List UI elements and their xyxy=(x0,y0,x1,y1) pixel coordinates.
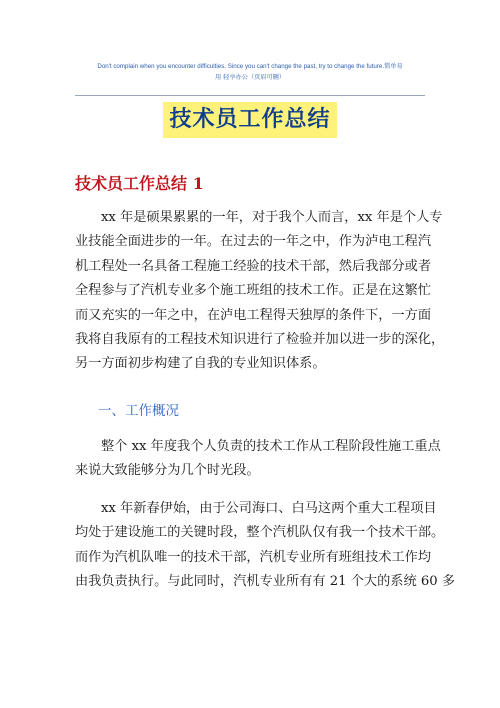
paragraph-line: 来说大致能够分为几个时光段。 xyxy=(75,463,260,479)
paragraph-1 xyxy=(75,206,445,377)
header-quote-en: Don't complain when you encounter difficulties. Since you can't change the past, try to change the future. xyxy=(97,63,385,70)
paragraph-line: 我将自我原有的工程技术知识进行了检验并加以进一步的深化， xyxy=(75,332,445,348)
paragraph-2 xyxy=(75,435,441,484)
paragraph-line: 而作为汽机队唯一的技术干部，汽机专业所有班组技术工作均 xyxy=(75,549,432,565)
paragraph-line: 全程参与了汽机专业多个施工班组的技术工作。正是在这繁忙 xyxy=(75,283,432,299)
page-header xyxy=(60,62,440,83)
document-title: 技术员工作总结 xyxy=(163,102,336,138)
paragraph-line: 整个 xx 年度我个人负责的技术工作从工程阶段性施工重点 xyxy=(101,439,441,454)
paragraph-line: 由我负责执行。与此同时，汽机专业所有有 21 个大的系统 60 多 xyxy=(75,574,456,590)
paragraph-line: 机工程处一名具备工程施工经验的技术干部，然后我部分或者 xyxy=(75,258,432,274)
header-quote-zh: 简单易 xyxy=(384,63,403,70)
paragraph-line: xx 年是硕果累累的一年，对于我个人而言，xx 年是个人专 xyxy=(101,210,443,225)
title-container xyxy=(0,102,500,138)
paragraph-line: 业技能全面进步的一年。在过去的一年之中，作为泸电工程汽 xyxy=(75,234,432,250)
paragraph-line: 另一方面初步构建了自我的专业知识体系。 xyxy=(75,356,326,372)
section-heading: 技术员工作总结 1 xyxy=(75,174,204,193)
header-divider xyxy=(75,95,425,96)
paragraph-3 xyxy=(75,497,456,595)
header-line-2: 用 轻享办公（页眉可删） xyxy=(214,73,286,81)
sub-heading: 一、工作概况 xyxy=(98,403,179,419)
paragraph-line: xx 年新春伊始，由于公司海口、白马这两个重大工程项目 xyxy=(101,501,437,516)
paragraph-line: 均处于建设施工的关键时段，整个汽机队仅有我一个技术干部。 xyxy=(75,525,445,541)
paragraph-line: 而又充实的一年之中，在泸电工程得天独厚的条件下，一方面 xyxy=(75,307,432,323)
